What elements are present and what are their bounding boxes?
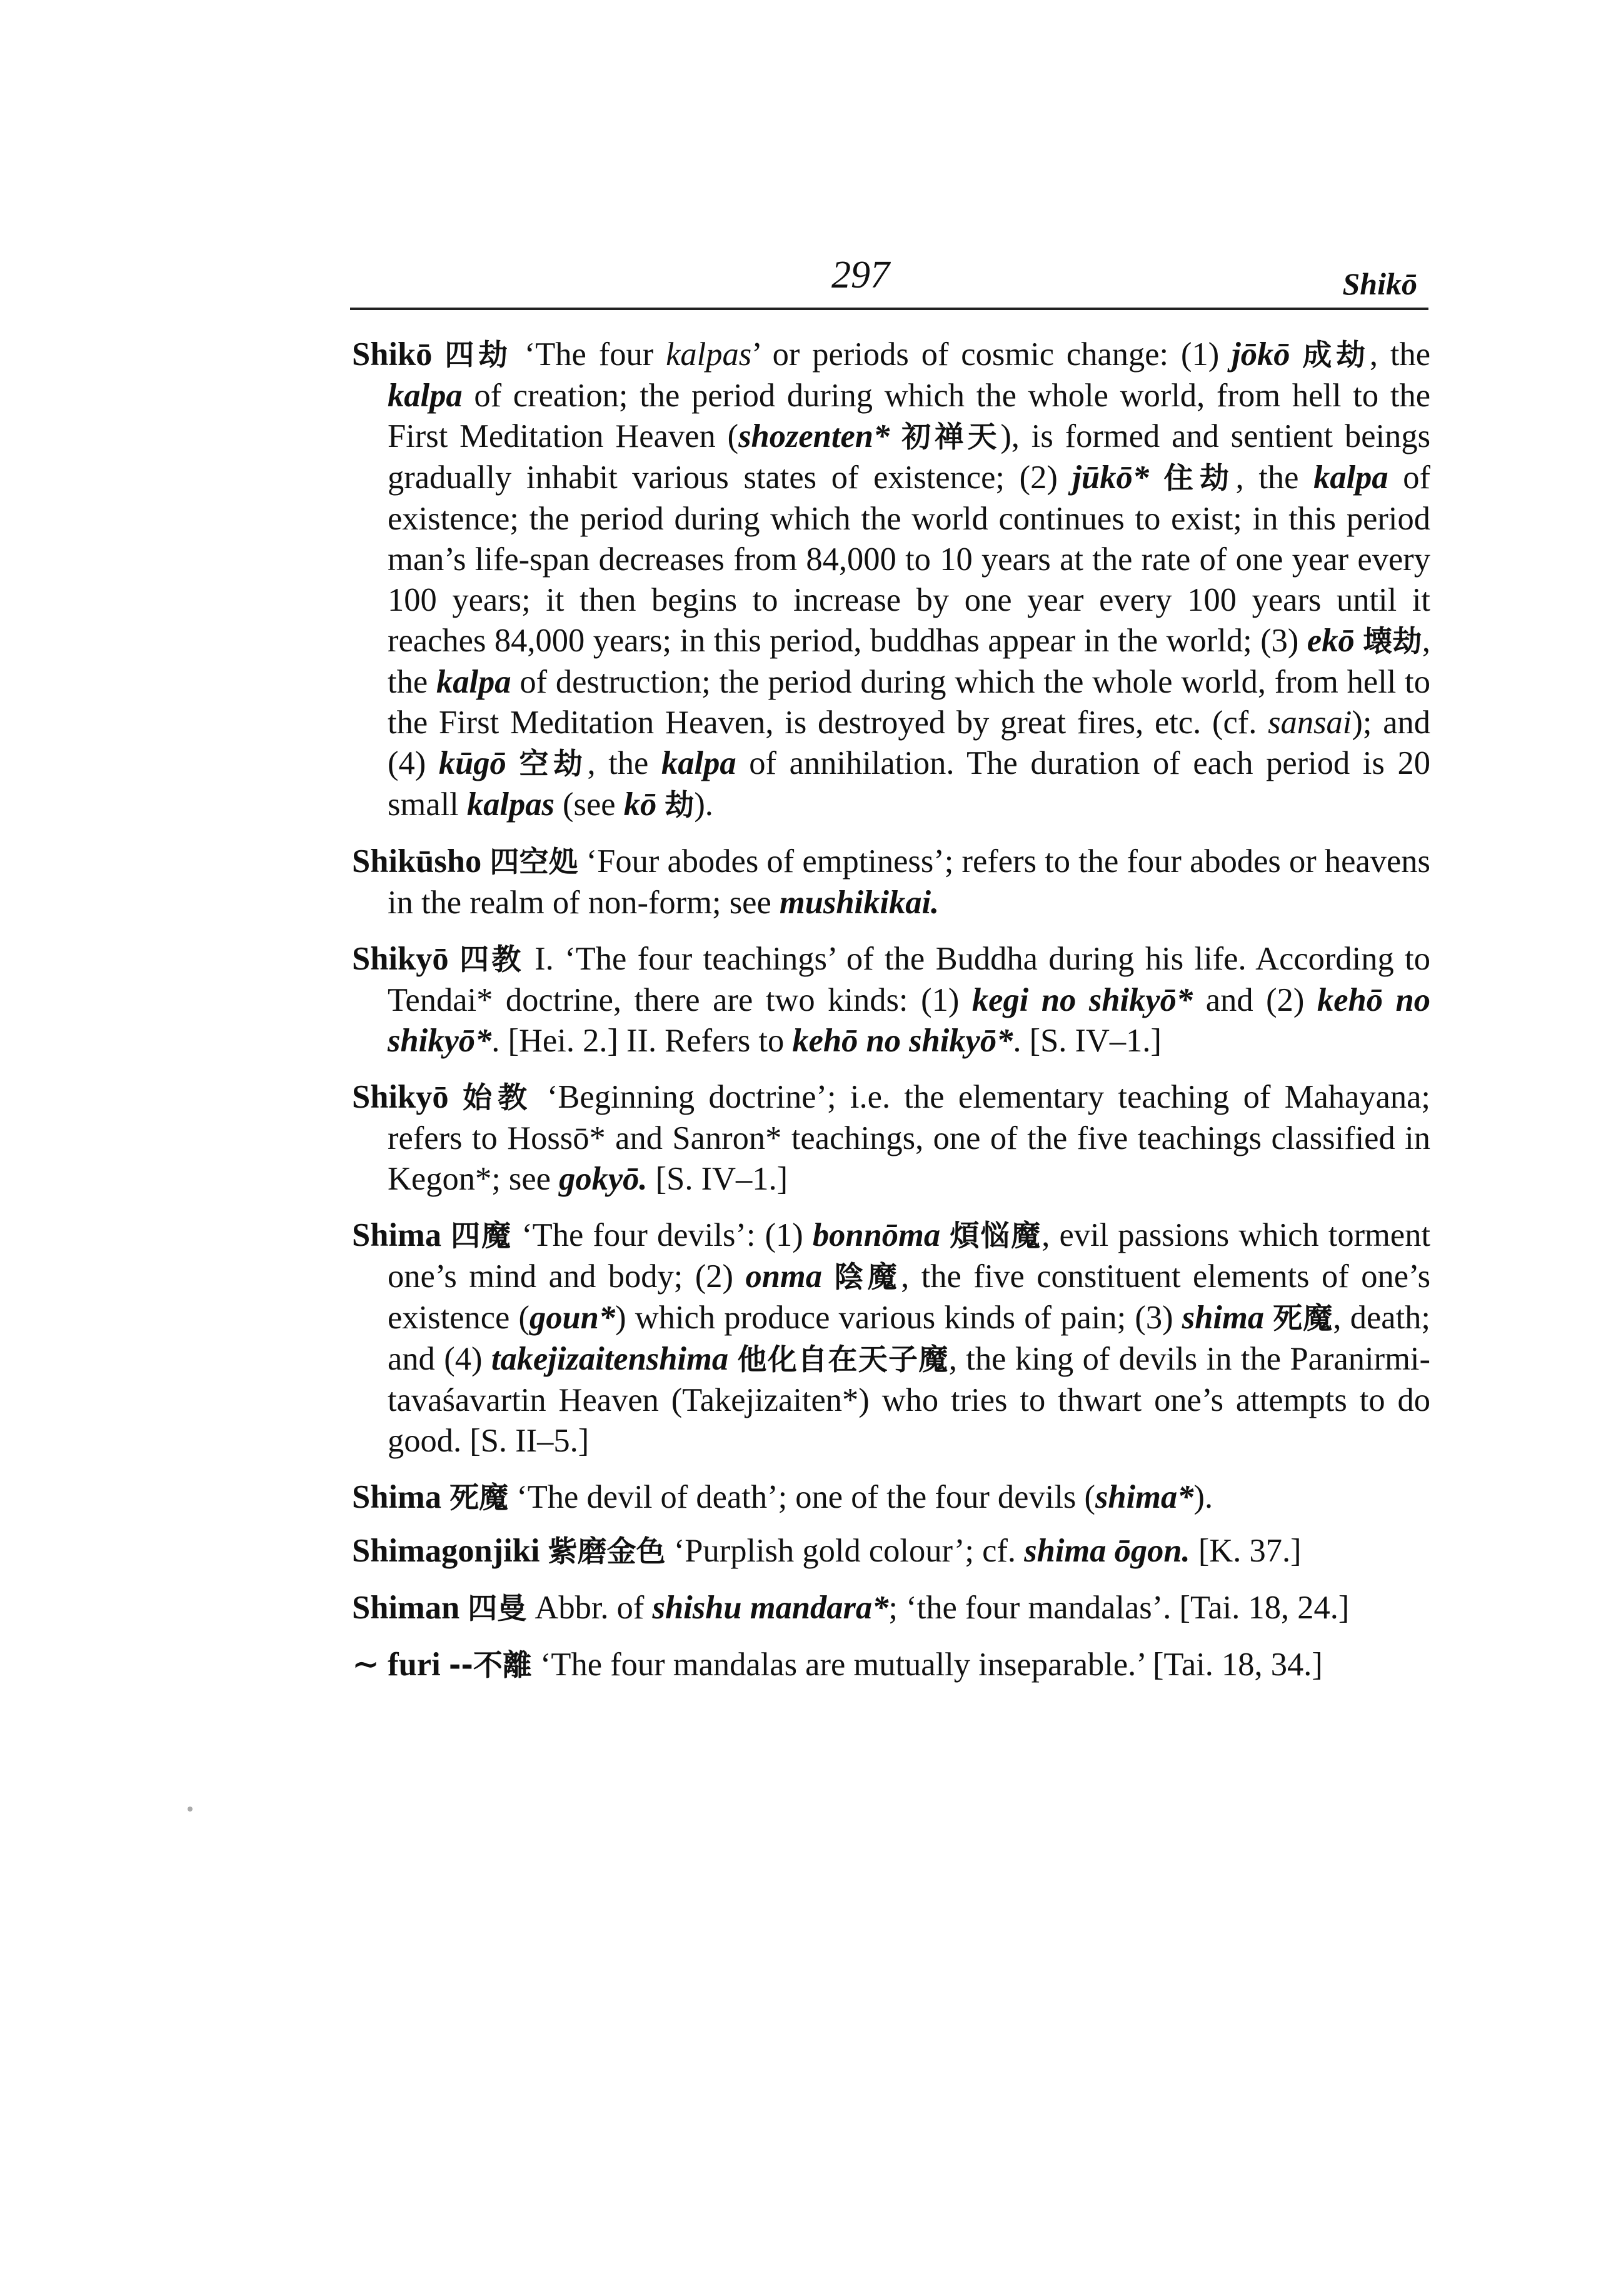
headword: Shikyō [352, 1079, 449, 1115]
italic-term: sansai [1268, 704, 1352, 741]
headword-kanji: 始教 [463, 1081, 533, 1115]
definition-text [728, 1341, 737, 1377]
entry-shikusho [352, 841, 1430, 923]
definition-text: of annihilation. The duration of each period is 20 small [388, 745, 1431, 823]
definition-text: ); and (4) [388, 704, 1430, 781]
definition-text [1264, 1300, 1273, 1336]
headword: Shikūsho [352, 843, 482, 880]
cross-reference-term: bonnōma [812, 1217, 941, 1253]
definition-text: , the [1235, 459, 1314, 496]
definition-text: . [S. IV–1.] [1013, 1023, 1162, 1059]
kanji-term: 他化自在天子魔 [737, 1343, 949, 1377]
definition-text [1149, 459, 1164, 496]
definition-text [822, 1258, 834, 1295]
scan-speck [188, 1807, 193, 1812]
header-rule [350, 308, 1428, 310]
page-number: 297 [831, 254, 890, 296]
kanji-term: 劫 [665, 788, 695, 823]
kanji-term: 壊劫 [1363, 624, 1422, 659]
cross-reference-term: kegi no shikyō* [971, 982, 1193, 1018]
entry-shiman-furi [352, 1645, 1430, 1686]
kanji-term: 初禅天 [901, 420, 1001, 454]
definition-text: ‘The four devils’: (1) [512, 1217, 813, 1253]
cross-reference-term: kalpa [436, 664, 511, 700]
entry-shimagonjiki [352, 1531, 1430, 1572]
cross-reference-term: shima [1182, 1300, 1265, 1336]
definition-text: ’ or periods of cosmic change: (1) [751, 336, 1232, 373]
definition-text: (see [554, 786, 624, 823]
cross-reference-term: shozenten* [738, 418, 890, 454]
definition-text: ), is formed and sentient beings gradually inhabit various states of existence; (2) [388, 418, 1431, 496]
cross-reference-term: onma [745, 1258, 823, 1295]
definition-text: ; ‘the four mandalas’. [Tai. 18, 24.] [888, 1590, 1350, 1626]
definition-text: , the five constituent elements of one’s existence ( [388, 1258, 1431, 1336]
definition-text [656, 786, 665, 823]
headword: Shiman [352, 1590, 460, 1626]
cross-reference-term: kehō no shikyō* [792, 1023, 1013, 1059]
definition-text: ). [694, 786, 713, 823]
kanji-term: 煩悩魔 [950, 1219, 1042, 1253]
entry-shikyo-1 [352, 939, 1430, 1061]
cross-reference-term: kūgō [438, 745, 506, 781]
headword: Shimagonjiki [352, 1533, 540, 1569]
definition-text: ‘The four [511, 336, 666, 373]
definition-text: [K. 37.] [1190, 1533, 1302, 1569]
cross-reference-term: kalpa [388, 378, 463, 414]
cross-reference-term: kō [623, 786, 657, 823]
entry-shiman [352, 1588, 1430, 1629]
cross-reference-term: gokyō. [559, 1161, 648, 1197]
definition-text [1355, 623, 1363, 659]
definition-text: ‘The four mandalas are mutually inseparable.’ [Tai. 18, 34.] [531, 1647, 1323, 1683]
cross-reference-term: kalpas [466, 786, 555, 823]
kanji-term: 陰魔 [834, 1260, 901, 1295]
dictionary-entries [352, 334, 1430, 1702]
definition-text [890, 418, 901, 454]
definition-text: ‘Beginning doctrine’; i.e. the elementary teaching of Mahayana; refers to Hossō* and Sanron* teachings, one of the five teachings classified in Kegon*; see [388, 1079, 1431, 1197]
italic-term: kalpas [666, 336, 752, 373]
definition-text: of existence; the period during which the world continues to exist; in this period man’s life-span decreases from 84,000 to 10 years at the rate of one year every 100 years; it then begins to increase by one year every 100 years until it reaches 84,000 years; in this period, buddhas appear in the world; (3) [388, 459, 1431, 659]
definition-text: , the king of devils in the Paranirmitavaśavartin Heaven (Takejizaiten*) who tries to thwart one’s attempts to do good. [S. II–5.] [388, 1341, 1430, 1459]
definition-text: ‘Purplish gold colour’; cf. [665, 1533, 1025, 1569]
definition-text: ) which produce various kinds of pain; (3) [615, 1300, 1182, 1336]
cross-reference-term: kehō no shikyō* [388, 982, 1431, 1059]
entry-shima-1 [352, 1215, 1430, 1461]
headword-kanji: --不離 [448, 1648, 532, 1683]
headword: Shima [352, 1217, 441, 1253]
definition-text: , the [1369, 336, 1431, 373]
definition-text: Abbr. of [526, 1590, 653, 1626]
kanji-term: 空劫 [519, 747, 588, 781]
cross-reference-term: shishu mandara* [652, 1590, 889, 1626]
definition-text: , evil passions which torment one’s mind and body; (2) [388, 1217, 1431, 1295]
headword: Shikyō [352, 941, 449, 977]
cross-reference-term: shima* [1095, 1479, 1194, 1515]
cross-reference-term: goun* [529, 1300, 616, 1336]
headword-kanji: 紫磨金色 [548, 1535, 666, 1569]
kanji-term: 成劫 [1302, 338, 1370, 373]
entry-shikyo-2 [352, 1077, 1430, 1200]
cross-reference-term: kalpa [661, 745, 736, 781]
entry-shiko [352, 334, 1430, 826]
kanji-term: 住劫 [1163, 461, 1236, 496]
entry-shima-2 [352, 1477, 1430, 1518]
definition-text: ). [1193, 1479, 1213, 1515]
headword-kanji: 四魔 [451, 1219, 513, 1253]
definition-text [506, 745, 519, 781]
definition-text: ‘Four abodes of emptiness’; refers to the four abodes or heavens in the realm of non-form; see [388, 843, 1430, 921]
cross-reference-term: takejizaitenshima [491, 1341, 729, 1377]
definition-text: ‘The devil of death’; one of the four devils ( [508, 1479, 1095, 1515]
cross-reference-term: shima ōgon. [1024, 1533, 1190, 1569]
definition-text: and (2) [1193, 982, 1317, 1018]
definition-text: , the [388, 623, 1431, 700]
headword-kanji: 四空処 [489, 845, 578, 880]
definition-text: of creation; the period during which the whole world, from hell to the First Meditation Heaven ( [388, 378, 1430, 454]
headword-kanji: 死魔 [449, 1481, 509, 1515]
cross-reference-term: mushikikai. [779, 885, 940, 921]
definition-text: . [Hei. 2.] II. Refers to [491, 1023, 793, 1059]
cross-reference-term: jūkō* [1072, 459, 1149, 496]
headword: ∼ furi [352, 1647, 441, 1683]
headword: Shima [352, 1479, 441, 1515]
headword-kanji: 四劫 [444, 338, 512, 373]
definition-text: I. ‘The four teachings’ of the Buddha during his life. According to Tendai* doctrine, there are two kinds: (1) [388, 941, 1431, 1018]
definition-text: of destruction; the period during which the whole world, from hell to the First Meditation Heaven, is destroyed by great fires, etc. (cf. [388, 664, 1430, 741]
running-head: Shikō [1342, 266, 1417, 301]
definition-text [1290, 336, 1302, 373]
kanji-term: 死魔 [1273, 1301, 1333, 1336]
cross-reference-term: jōkō [1232, 336, 1290, 373]
definition-text: , death; and (4) [388, 1300, 1431, 1377]
definition-text [940, 1217, 950, 1253]
cross-reference-term: kalpa [1313, 459, 1388, 496]
cross-reference-term: ekō [1307, 623, 1355, 659]
definition-text: , the [587, 745, 661, 781]
definition-text: [S. IV–1.] [647, 1161, 788, 1197]
headword-kanji: 四教 [459, 943, 524, 977]
headword: Shikō [352, 336, 433, 373]
headword-kanji: 四曼 [468, 1592, 527, 1626]
